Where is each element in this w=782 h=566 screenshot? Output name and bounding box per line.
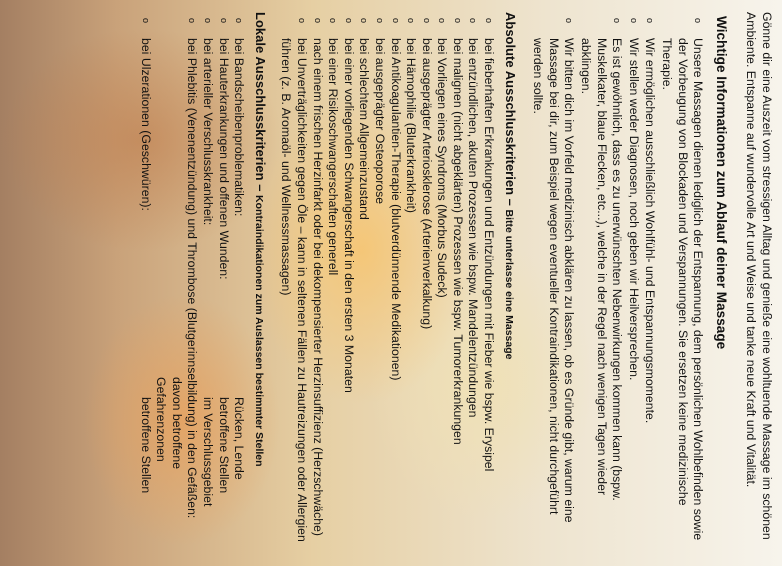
local-criteria-list xyxy=(137,12,246,552)
list-item: o Wir ermöglichen ausschließlich Wohlfühl- und Entspannungsmomente. xyxy=(643,18,658,424)
intro-paragraph: Gönne dir eine Auszeit vom stressigen Alltag und genieße eine wohltuende Massage im schönen Ambiente. Entspanne auf wundervolle Art und Weise und tanke neue Kraft und Vitalität. xyxy=(744,12,774,540)
list-item: o bei ausgeprägter Arteriosklerose (Arterienverkalkung) xyxy=(419,18,434,330)
bullet-icon: o xyxy=(343,18,354,24)
bullet-icon: o xyxy=(390,18,401,24)
list-item: o bei entzündlichen, akuten Prozessen wie bspw. Mandelentzündungen xyxy=(466,18,481,418)
absolute-criteria-list xyxy=(278,12,496,552)
list-item: o bei Phlebitis (Venenentzündung) und Thrombose (Blutgerinnselbildung) in den Gefäßen: davon betroffene Gefahrenzonen xyxy=(154,18,200,519)
list-item: o bei einer Risikoschwangerschaften generell xyxy=(326,18,341,276)
bullet-icon: o xyxy=(484,18,495,24)
massage-info-list xyxy=(530,12,706,552)
bullet-icon: o xyxy=(468,18,479,24)
bullet-icon: o xyxy=(312,18,323,24)
bullet-icon: o xyxy=(374,18,385,24)
bullet-icon: o xyxy=(645,18,656,24)
bullet-icon: o xyxy=(359,18,370,24)
list-item: o bei Bandscheibenproblematiken: Rücken, Lende xyxy=(232,18,247,480)
bullet-icon: o xyxy=(628,18,639,24)
list-item: o bei Unverträglichkeiten gegen Öle – kann in seltenen Fällen zu Hautreizungen oder Allergien führen (z. B. Aromaöl- und Wellnessmassagen) xyxy=(279,18,309,542)
list-item: o bei Vorliegen eines Syndroms (Morbus Sudeck) xyxy=(435,18,450,298)
list-item: o nach einem frischen Herzinfarkt oder bei dekompensierter Herzinsuffizienz (Herzschwäche) xyxy=(310,18,325,537)
section-heading-absolute-criteria: Absolute Ausschlusskriterien – Bitte unterlasse eine Massage xyxy=(502,12,518,360)
bullet-icon: o xyxy=(203,18,213,24)
bullet-icon: o xyxy=(234,18,245,24)
list-item: o Es ist gewöhnlich, dass es zu unerwünschten Nebenwirkungen kommen kann (bspw. Muskelkater, blaue Flecken, etc...), welche in der Regel nach wenigen Tagen wieder abklingen. xyxy=(579,18,625,501)
bullet-icon: o xyxy=(140,18,151,24)
bullet-icon: o xyxy=(187,18,198,24)
bullet-icon: o xyxy=(328,18,339,24)
list-item: o bei Hämophilie (Bluterkrankheit) xyxy=(404,18,419,213)
list-item: o bei Ulzerationen (Geschwüren): betroffene Stellen xyxy=(138,18,153,494)
bullet-icon: o xyxy=(612,18,623,24)
list-item: o bei malignen (nicht abgeklärten) Prozessen wie bspw. Tumorerkrankungen xyxy=(450,18,465,445)
list-item: o Unsere Massagen dienen lediglich der Entspannung, dem persönlichen Wohlbefinden sowie der Vorbeugung von Blockaden und Verspannungen. Sie ersetzen keine medizinische Therapie. xyxy=(660,18,706,541)
list-item: o Wir bitten dich im Vorfeld medizinisch abklären zu lassen, ob es Gründe gibt, warum eine Massage bei dir, zum Beispiel wegen eventueller Kontraindikationen, nicht durchgeführt werden sollte. xyxy=(531,18,577,523)
list-item: o bei Antikoagulantien-Therapie (blutverdünnende Medikationen) xyxy=(388,18,403,381)
bullet-icon: o xyxy=(296,18,307,24)
bullet-icon: o xyxy=(437,18,448,24)
section-heading-local-criteria: Lokale Ausschlusskriterien – Kontraindikationen zum Auslassen bestimmter Stellen xyxy=(252,12,268,467)
list-item: o bei Hauterkrankungen und offenen Wunden: betroffene Stellen xyxy=(216,18,231,494)
bullet-icon: o xyxy=(218,18,229,24)
list-item: o Wir stellen weder Diagnosen, noch geben wir Heilversprechen. xyxy=(626,18,641,381)
list-item: o bei arterieller Verschlusskrankheit: im Verschlussgebiet xyxy=(201,18,215,507)
bullet-icon: o xyxy=(452,18,463,24)
list-item: o bei schlechtem Allgemeinzustand xyxy=(357,18,372,220)
bullet-icon: o xyxy=(421,18,432,24)
section-heading-massage-info: Wichtige Informationen zum Ablauf deiner Massage xyxy=(713,16,729,350)
bullet-icon: o xyxy=(564,18,575,24)
bullet-icon: o xyxy=(406,18,417,24)
list-item: o bei einer vorliegenden Schwangerschaft in den ersten 3 Monaten xyxy=(341,18,356,393)
list-item: o bei fieberhaften Erkrankungen und Entzündungen mit Fieber wie bspw. Erysipel xyxy=(482,18,497,472)
list-item: o bei ausgeprägter Osteoporose xyxy=(372,18,387,205)
bullet-icon: o xyxy=(693,18,704,24)
